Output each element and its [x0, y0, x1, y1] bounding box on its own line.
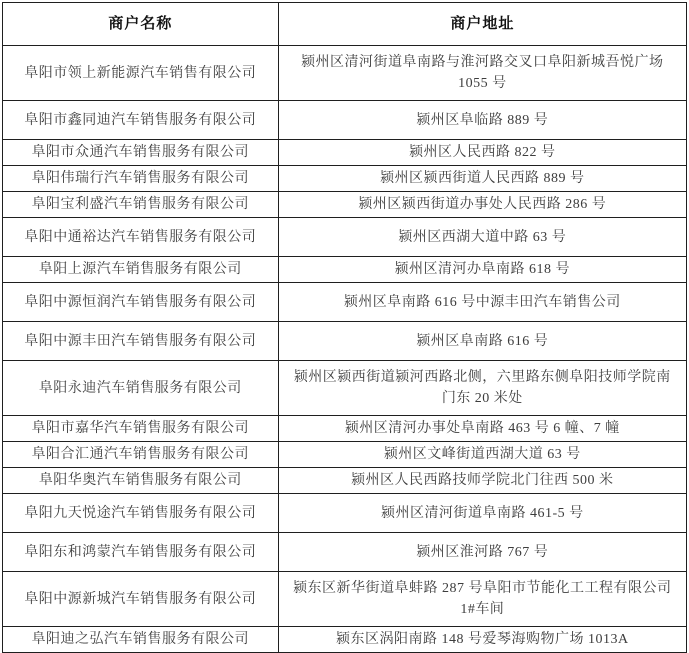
merchant-table: [2, 2, 687, 653]
table-row: [3, 494, 687, 533]
table-row: [3, 627, 687, 653]
merchant-name-cell: 阜阳迪之弘汽车销售服务有限公司: [3, 627, 279, 653]
table-row: [3, 46, 687, 101]
table-header-row: [3, 3, 687, 46]
merchant-address-cell: 颍州区阜南路 616 号中源丰田汽车销售公司: [278, 283, 686, 322]
merchant-name-cell: 阜阳九天悦途汽车销售服务有限公司: [3, 494, 279, 533]
merchant-name-cell: 阜阳华奥汽车销售服务有限公司: [3, 468, 279, 494]
merchant-name-cell: 阜阳中源丰田汽车销售服务有限公司: [3, 322, 279, 361]
merchant-address-cell: 颍州区人民西路技师学院北门往西 500 米: [278, 468, 686, 494]
column-header-merchant-address: 商户地址: [278, 3, 686, 46]
merchant-name-cell: 阜阳上源汽车销售服务有限公司: [3, 257, 279, 283]
merchant-address-cell: 颍东区新华街道阜蚌路 287 号阜阳市节能化工工程有限公司 1#车间: [278, 572, 686, 627]
merchant-name-cell: 阜阳市鑫同迪汽车销售服务有限公司: [3, 101, 279, 140]
merchant-address-cell: 颍州区清河办事处阜南路 463 号 6 幢、7 幢: [278, 416, 686, 442]
merchant-address-cell: 颍州区阜南路 616 号: [278, 322, 686, 361]
merchant-address-cell: 颍州区西湖大道中路 63 号: [278, 218, 686, 257]
table-row: [3, 416, 687, 442]
merchant-address-cell: 颍州区清河街道阜南路 461-5 号: [278, 494, 686, 533]
merchant-name-cell: 阜阳东和鸿蒙汽车销售服务有限公司: [3, 533, 279, 572]
table-row: [3, 468, 687, 494]
merchant-address-cell: 颍州区淮河路 767 号: [278, 533, 686, 572]
table-row: [3, 166, 687, 192]
table-row: [3, 101, 687, 140]
merchant-name-cell: 阜阳市众通汽车销售服务有限公司: [3, 140, 279, 166]
table-row: [3, 322, 687, 361]
merchant-name-cell: 阜阳市嘉华汽车销售服务有限公司: [3, 416, 279, 442]
table-row: [3, 140, 687, 166]
merchant-name-cell: 阜阳合汇通汽车销售服务有限公司: [3, 442, 279, 468]
merchant-name-cell: 阜阳永迪汽车销售服务有限公司: [3, 361, 279, 416]
table-row: [3, 192, 687, 218]
table-row: [3, 442, 687, 468]
merchant-address-cell: 颍州区人民西路 822 号: [278, 140, 686, 166]
merchant-address-cell: 颍州区阜临路 889 号: [278, 101, 686, 140]
table-row: [3, 218, 687, 257]
table-row: [3, 361, 687, 416]
merchant-address-cell: 颍州区颍西街道人民西路 889 号: [278, 166, 686, 192]
column-header-merchant-name: 商户名称: [3, 3, 279, 46]
merchant-address-cell: 颍州区清河街道阜南路与淮河路交叉口阜阳新城吾悦广场 1055 号: [278, 46, 686, 101]
merchant-address-cell: 颍州区颍西街道颍河西路北侧，六里路东侧阜阳技师学院南门东 20 米处: [278, 361, 686, 416]
merchant-name-cell: 阜阳中源恒润汽车销售服务有限公司: [3, 283, 279, 322]
table-row: [3, 533, 687, 572]
table-row: [3, 257, 687, 283]
merchant-address-cell: 颍州区文峰街道西湖大道 63 号: [278, 442, 686, 468]
merchant-name-cell: 阜阳中通裕达汽车销售服务有限公司: [3, 218, 279, 257]
merchant-name-cell: 阜阳市领上新能源汽车销售有限公司: [3, 46, 279, 101]
merchant-address-cell: 颍州区清河办阜南路 618 号: [278, 257, 686, 283]
merchant-address-cell: 颍州区颍西街道办事处人民西路 286 号: [278, 192, 686, 218]
merchant-address-cell: 颍东区涡阳南路 148 号爱琴海购物广场 1013A: [278, 627, 686, 653]
table-row: [3, 572, 687, 627]
merchant-name-cell: 阜阳中源新城汽车销售服务有限公司: [3, 572, 279, 627]
merchant-name-cell: 阜阳宝利盛汽车销售服务有限公司: [3, 192, 279, 218]
table-row: [3, 283, 687, 322]
merchant-name-cell: 阜阳伟瑞行汽车销售服务有限公司: [3, 166, 279, 192]
